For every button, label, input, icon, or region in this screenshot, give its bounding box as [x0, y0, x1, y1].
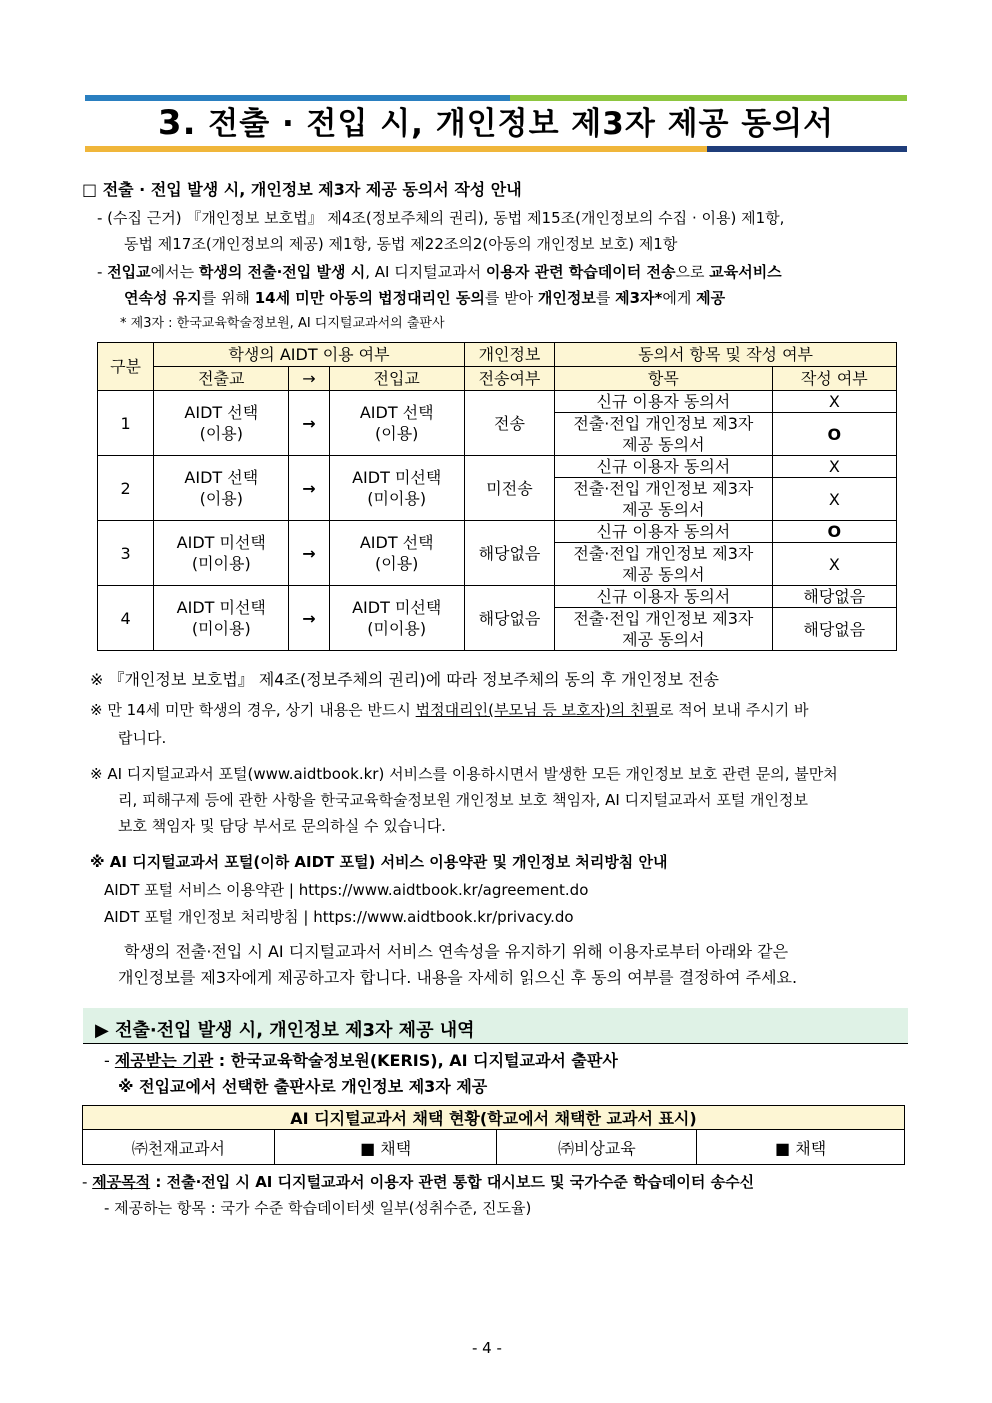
- publisher-1-status[interactable]: ■ 채택: [274, 1130, 497, 1165]
- value-transfer: O: [772, 413, 896, 456]
- row-arrow: →: [289, 586, 329, 651]
- guide-footnote: * 제3자 : 한국교육학술정보원, AI 디지털교과서의 출판사: [120, 316, 445, 331]
- item-new-user: 신규 이용자 동의서: [555, 586, 773, 608]
- page-title: 3. 전출 · 전입 시, 개인정보 제3자 제공 동의서: [157, 103, 835, 143]
- note-2-line1: ※ 만 14세 미만 학생의 경우, 상기 내용은 반드시 법정대리인(부모님 등 보호자)의 친필로 적어 보내 주시기 바: [90, 701, 809, 719]
- row-number: 1: [98, 391, 154, 456]
- purpose-line: - 제공목적 : 전출·전입 시 AI 디지털교과서 이용자 관련 통합 대시보드 및 국가수준 학습데이터 송수신: [82, 1173, 755, 1191]
- note-3-line3: 보호 책임자 및 담당 부서로 문의하실 수 있습니다.: [118, 817, 446, 835]
- note-1: ※ 『개인정보 보호법』 제4조(정보주체의 권리)에 따라 정보주체의 동의 후 개인정보 전송: [90, 670, 719, 689]
- title-bottom-bar-navy: [707, 146, 907, 152]
- publisher-1: ㈜천재교과서: [83, 1130, 275, 1165]
- value-new-user: 해당없음: [772, 586, 896, 608]
- item-new-user: 신규 이용자 동의서: [555, 391, 773, 413]
- row-to: AIDT 미선택 (미이용): [329, 586, 464, 651]
- row-from: AIDT 미선택 (미이용): [154, 586, 289, 651]
- row-arrow: →: [289, 521, 329, 586]
- header-arrow: →: [289, 367, 329, 391]
- row-number: 3: [98, 521, 154, 586]
- item-transfer: 전출·전입 개인정보 제3자 제공 동의서: [555, 413, 773, 456]
- row-to: AIDT 선택 (이용): [329, 391, 464, 456]
- item-transfer: 전출·전입 개인정보 제3자 제공 동의서: [555, 608, 773, 651]
- publisher-2-status[interactable]: ■ 채택: [697, 1130, 905, 1165]
- value-new-user: X: [772, 456, 896, 478]
- value-new-user: O: [772, 521, 896, 543]
- item-new-user: 신규 이용자 동의서: [555, 521, 773, 543]
- note-3-line1: ※ AI 디지털교과서 포털(www.aidtbook.kr) 서비스를 이용하시면서 발생한 모든 개인정보 보호 관련 문의, 불만처: [90, 765, 838, 783]
- guide-basis-line2: 동법 제17조(개인정보의 제공) 제1항, 동법 제22조의2(아동의 개인정보 보호) 제1항: [124, 235, 678, 253]
- terms-link[interactable]: AIDT 포털 서비스 이용약관 | https://www.aidtbook.kr/agreement.do: [104, 881, 589, 899]
- note-3-line2: 리, 피해구제 등에 관한 사항을 한국교육학술정보원 개인정보 보호 책임자, AI 디지털교과서 포털 개인정보: [118, 791, 809, 809]
- value-new-user: X: [772, 391, 896, 413]
- recipient-note: ※ 전입교에서 선택한 출판사로 개인정보 제3자 제공: [118, 1077, 488, 1096]
- header-type: 구분: [98, 343, 154, 391]
- page-number: - 4 -: [472, 1339, 502, 1357]
- note-2-line2: 랍니다.: [118, 729, 167, 747]
- guide-desc-line2: 연속성 유지를 위해 14세 미만 아동의 법정대리인 동의를 받아 개인정보를 제3자*에게 제공: [124, 289, 726, 307]
- value-transfer: 해당없음: [772, 608, 896, 651]
- provision-heading: ▶ 전출·전입 발생 시, 개인정보 제3자 제공 내역: [83, 1008, 908, 1044]
- item-new-user: 신규 이용자 동의서: [555, 456, 773, 478]
- note-4: ※ AI 디지털교과서 포털(이하 AIDT 포털) 서비스 이용약관 및 개인정보 처리방침 안내: [90, 853, 668, 871]
- intro-line2: 개인정보를 제3자에게 제공하고자 합니다. 내용을 자세히 읽으신 후 동의 여부를 결정하여 주세요.: [118, 968, 798, 987]
- row-arrow: →: [289, 391, 329, 456]
- row-number: 4: [98, 586, 154, 651]
- header-usage: 학생의 AIDT 이용 여부: [154, 343, 465, 367]
- recipient-line: - 제공받는 기관 : 한국교육학술정보원(KERIS), AI 디지털교과서 출판사: [104, 1051, 618, 1070]
- guide-desc-line1: - 전입교에서는 학생의 전출·전입 발생 시, AI 디지털교과서 이용자 관련 학습데이터 전송으로 교육서비스: [97, 263, 782, 281]
- items-line: - 제공하는 항목 : 국가 수준 학습데이터셋 일부(성취수준, 진도율): [104, 1199, 532, 1217]
- row-to: AIDT 선택 (이용): [329, 521, 464, 586]
- row-send: 전송: [464, 391, 554, 456]
- value-transfer: X: [772, 478, 896, 521]
- value-transfer: X: [772, 543, 896, 586]
- header-to: 전입교: [329, 367, 464, 391]
- header-consent: 동의서 항목 및 작성 여부: [555, 343, 897, 367]
- header-send-2: 전송여부: [464, 367, 554, 391]
- guide-heading: □ 전출 · 전입 발생 시, 개인정보 제3자 제공 동의서 작성 안내: [82, 180, 522, 199]
- row-arrow: →: [289, 456, 329, 521]
- row-to: AIDT 미선택 (미이용): [329, 456, 464, 521]
- header-send-1: 개인정보: [464, 343, 554, 367]
- item-transfer: 전출·전입 개인정보 제3자 제공 동의서: [555, 543, 773, 586]
- header-from: 전출교: [154, 367, 289, 391]
- row-number: 2: [98, 456, 154, 521]
- header-write: 작성 여부: [772, 367, 896, 391]
- header-item: 항목: [555, 367, 773, 391]
- row-from: AIDT 선택 (이용): [154, 391, 289, 456]
- guide-basis-line1: - (수집 근거) 『개인정보 보호법』 제4조(정보주체의 권리), 동법 제15조(개인정보의 수집 · 이용) 제1항,: [97, 209, 785, 227]
- item-transfer: 전출·전입 개인정보 제3자 제공 동의서: [555, 478, 773, 521]
- row-from: AIDT 선택 (이용): [154, 456, 289, 521]
- privacy-link[interactable]: AIDT 포털 개인정보 처리방침 | https://www.aidtbook.kr/privacy.do: [104, 908, 574, 926]
- intro-line1: 학생의 전출·전입 시 AI 디지털교과서 서비스 연속성을 유지하기 위해 이용자로부터 아래와 같은: [124, 942, 789, 961]
- adoption-header: AI 디지털교과서 채택 현황(학교에서 채택한 교과서 표시): [83, 1106, 905, 1130]
- publisher-2: ㈜비상교육: [497, 1130, 697, 1165]
- adoption-table: [82, 1105, 905, 1165]
- row-send: 해당없음: [464, 521, 554, 586]
- row-send: 미전송: [464, 456, 554, 521]
- row-from: AIDT 미선택 (미이용): [154, 521, 289, 586]
- title-bottom-bar-gold: [85, 146, 707, 152]
- row-send: 해당없음: [464, 586, 554, 651]
- consent-table: [97, 342, 897, 651]
